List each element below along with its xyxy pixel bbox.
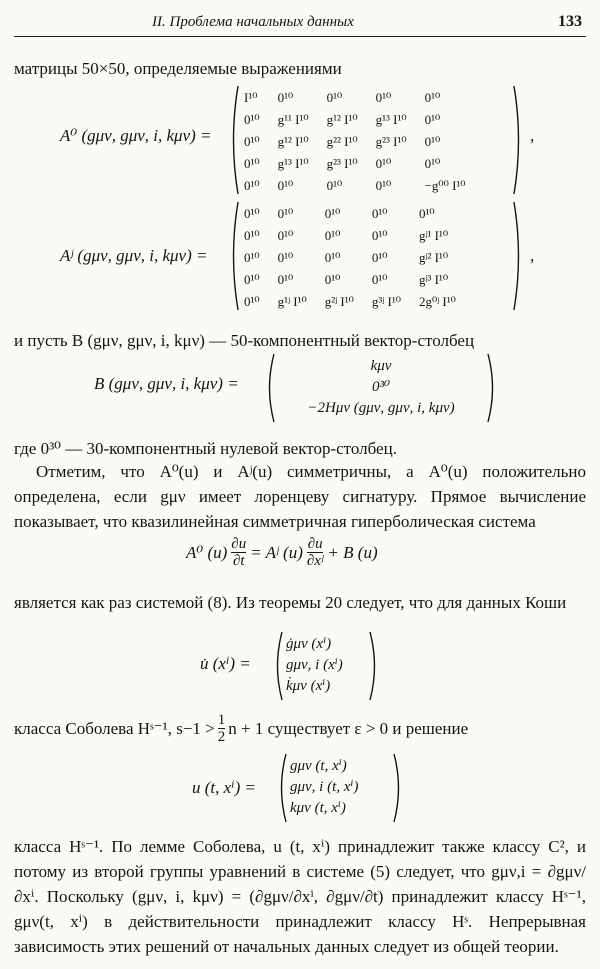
matrix-cell: 0¹⁰ [244,178,260,193]
matrix-cell: g¹³ I¹⁰ [375,112,407,127]
matrix-cell: 0¹⁰ [418,206,435,221]
vector-entry: ġμν (xⁱ) [286,636,332,652]
matrix-row [236,226,464,246]
matrix-cell: 0¹⁰ [324,206,341,221]
matrix-cell: 0¹⁰ [244,228,260,243]
running-header [14,10,586,37]
matrix-cell: 0¹⁰ [324,228,341,243]
matrix-row [236,176,474,196]
matrix-A0 [234,86,476,198]
sobolev-text-b: n + 1 существует ε > 0 и решение [228,719,469,738]
matrix-cell: 0¹⁰ [244,134,260,149]
matrix-cell: g³ʲ I¹⁰ [371,294,401,309]
matrix-cell: 0¹⁰ [424,134,441,149]
matrix-cell: g²ʲ I¹⁰ [324,294,354,309]
vector-entry: gμν, i (xⁱ) [286,657,343,673]
para-vector-B: и пусть B (gμν, gμν, i, kμν) — 50-компонентный вектор-столбец [14,331,475,350]
matrix-cell: 0¹⁰ [424,90,441,105]
matrix-cell: 0¹⁰ [277,178,294,193]
vector-left-paren [276,752,288,824]
eq-Aj-comma: , [530,246,535,265]
matrix-cell: g¹¹ I¹⁰ [277,112,309,127]
para-zero-vector: где 0³⁰ — 30-компонентный нулевой вектор-столбец. [14,439,397,458]
matrix-row [236,88,474,108]
vector-entry: kμν (t, xⁱ) [290,800,346,816]
eq-B-lhs: B (gμν, gμν, i, kμν) = [94,374,239,393]
frac-den: ∂xʲ [306,553,324,569]
para-sobolev [14,712,586,745]
matrix-cell: 0¹⁰ [424,112,441,127]
matrix-cell: gʲ² I¹⁰ [418,250,449,265]
matrix-cell: 0¹⁰ [277,228,294,243]
eq-A0-comma: , [530,126,535,145]
matrix-cell: g¹ʲ I¹⁰ [277,294,307,309]
matrix-cell: 0¹⁰ [371,206,388,221]
matrix-cell: 0¹⁰ [244,250,260,265]
eq-sys-Aj: = Aʲ (u) [250,542,303,562]
matrix-cell: 0¹⁰ [371,250,388,265]
matrix-cell: gʲ¹ I¹⁰ [418,228,449,243]
matrix-cell: 0¹⁰ [324,272,341,287]
vector-entry: 0³⁰ [371,379,390,395]
matrix-cell: 0¹⁰ [277,250,294,265]
para-symmetry: Отметим, что A⁰(u) и Aʲ(u) симметричны, а A⁰(u) положительно определена, если gμν имеет лоренцеву сигнатуру. Прямое вычисление показывает, что квазилинейная симметричная гиперболическая система [14,462,586,531]
matrix-cell: g¹² I¹⁰ [326,112,358,127]
matrix-row [236,248,464,268]
matrix-cell: 0¹⁰ [244,156,260,171]
eq-A0-lhs: A⁰ (gμν, gμν, i, kμν) = [60,126,212,145]
matrix-cell: 0¹⁰ [326,90,343,105]
equation-system [186,536,378,569]
vector-left-paren [272,630,284,702]
vector-entry: gμν (t, xⁱ) [290,758,347,774]
matrix-cell: g²³ I¹⁰ [375,134,407,149]
para-intro: матрицы 50×50, определяемые выражениями [14,59,342,78]
matrix-row [236,154,474,174]
matrix-cell: 0¹⁰ [244,112,260,127]
eq-u0-lhs: u̇ (xⁱ) = [200,654,251,673]
matrix-row [236,132,474,152]
eq-ut-lhs: u (t, xⁱ) = [192,778,256,797]
matrix-row [236,110,474,130]
matrix-right-paren [512,200,524,312]
matrix-row [236,270,464,290]
vector-entry: −2Hμν (gμν, gμν, i, kμν) [307,400,455,416]
frac-num: ∂u [231,536,247,552]
matrix-cell: gʲ³ I¹⁰ [418,272,449,287]
matrix-cell: 0¹⁰ [375,90,392,105]
matrix-cell: 0¹⁰ [371,228,388,243]
matrix-Aj [234,202,466,314]
header-title: II. Проблема начальных данных [152,14,354,30]
eq-Aj-lhs: Aʲ (gμν, gμν, i, kμν) = [60,246,208,265]
matrix-cell: 0¹⁰ [326,178,343,193]
page-number: 133 [558,13,582,30]
frac-num: ∂u [307,536,323,552]
para-conclusion: класса Hˢ⁻¹. По лемме Соболева, u (t, xⁱ) принадлежит также классу C², и потому из второй группы уравнений в системе (5) следует, что gμν,i = ∂gμν/∂xⁱ. Поскольку (gμν, i, kμν) = (∂gμν/∂xⁱ, ∂gμν/∂t) принадлежит классу Hˢ⁻¹, gμν(t, xⁱ) в действительности принадлежит классу Hˢ. Непрерывная зависимость этих решений от начальных данных следует из общей теории. [14,837,586,956]
matrix-cell: 0¹⁰ [277,90,294,105]
matrix-row [236,292,464,312]
frac-den: 2 [217,729,226,745]
vector-B [274,356,488,419]
vector-entry: kμν [370,358,392,374]
matrix-cell: 0¹⁰ [277,206,294,221]
matrix-row [236,204,464,224]
vector-right-paren [368,630,380,702]
vector-u0 [286,634,343,697]
para-cauchy: является как раз системой (8). Из теоремы 20 следует, что для данных Коши [14,593,567,612]
frac-num: 1 [217,712,226,728]
matrix-cell: 0¹⁰ [424,156,441,171]
matrix-cell: 0¹⁰ [244,294,260,309]
matrix-right-paren [512,84,524,196]
matrix-cell: 0¹⁰ [277,272,294,287]
frac-den: ∂t [232,553,245,569]
matrix-cell: 0¹⁰ [324,250,341,265]
sobolev-text-a: класса Соболева Hˢ⁻¹, s−1 > [14,719,215,738]
eq-sys-B: + B (u) [327,542,378,562]
vector-entry: gμν, i (t, xⁱ) [290,779,359,795]
matrix-cell: 0¹⁰ [375,156,392,171]
matrix-cell: g¹³ I¹⁰ [277,156,309,171]
matrix-cell: 2g⁰ʲ I¹⁰ [418,294,456,309]
matrix-cell: 0¹⁰ [244,206,260,221]
fraction-one-half [218,712,226,745]
vector-right-paren [392,752,404,824]
matrix-cell: g²³ I¹⁰ [326,156,358,171]
matrix-cell: −g⁰⁰ I¹⁰ [424,178,466,193]
vector-entry: k̇μν (xⁱ) [286,678,331,694]
vector-right-paren [486,352,498,424]
vector-ut [290,756,358,819]
matrix-cell: 0¹⁰ [371,272,388,287]
matrix-cell: 0¹⁰ [375,178,392,193]
fraction-du-dxj [307,536,324,569]
fraction-du-dt [231,536,246,569]
eq-sys-A0: A⁰ (u) [186,542,228,562]
matrix-cell: 0¹⁰ [244,272,260,287]
matrix-cell: g²² I¹⁰ [326,134,358,149]
matrix-cell: I¹⁰ [244,90,258,105]
matrix-cell: g¹² I¹⁰ [277,134,309,149]
